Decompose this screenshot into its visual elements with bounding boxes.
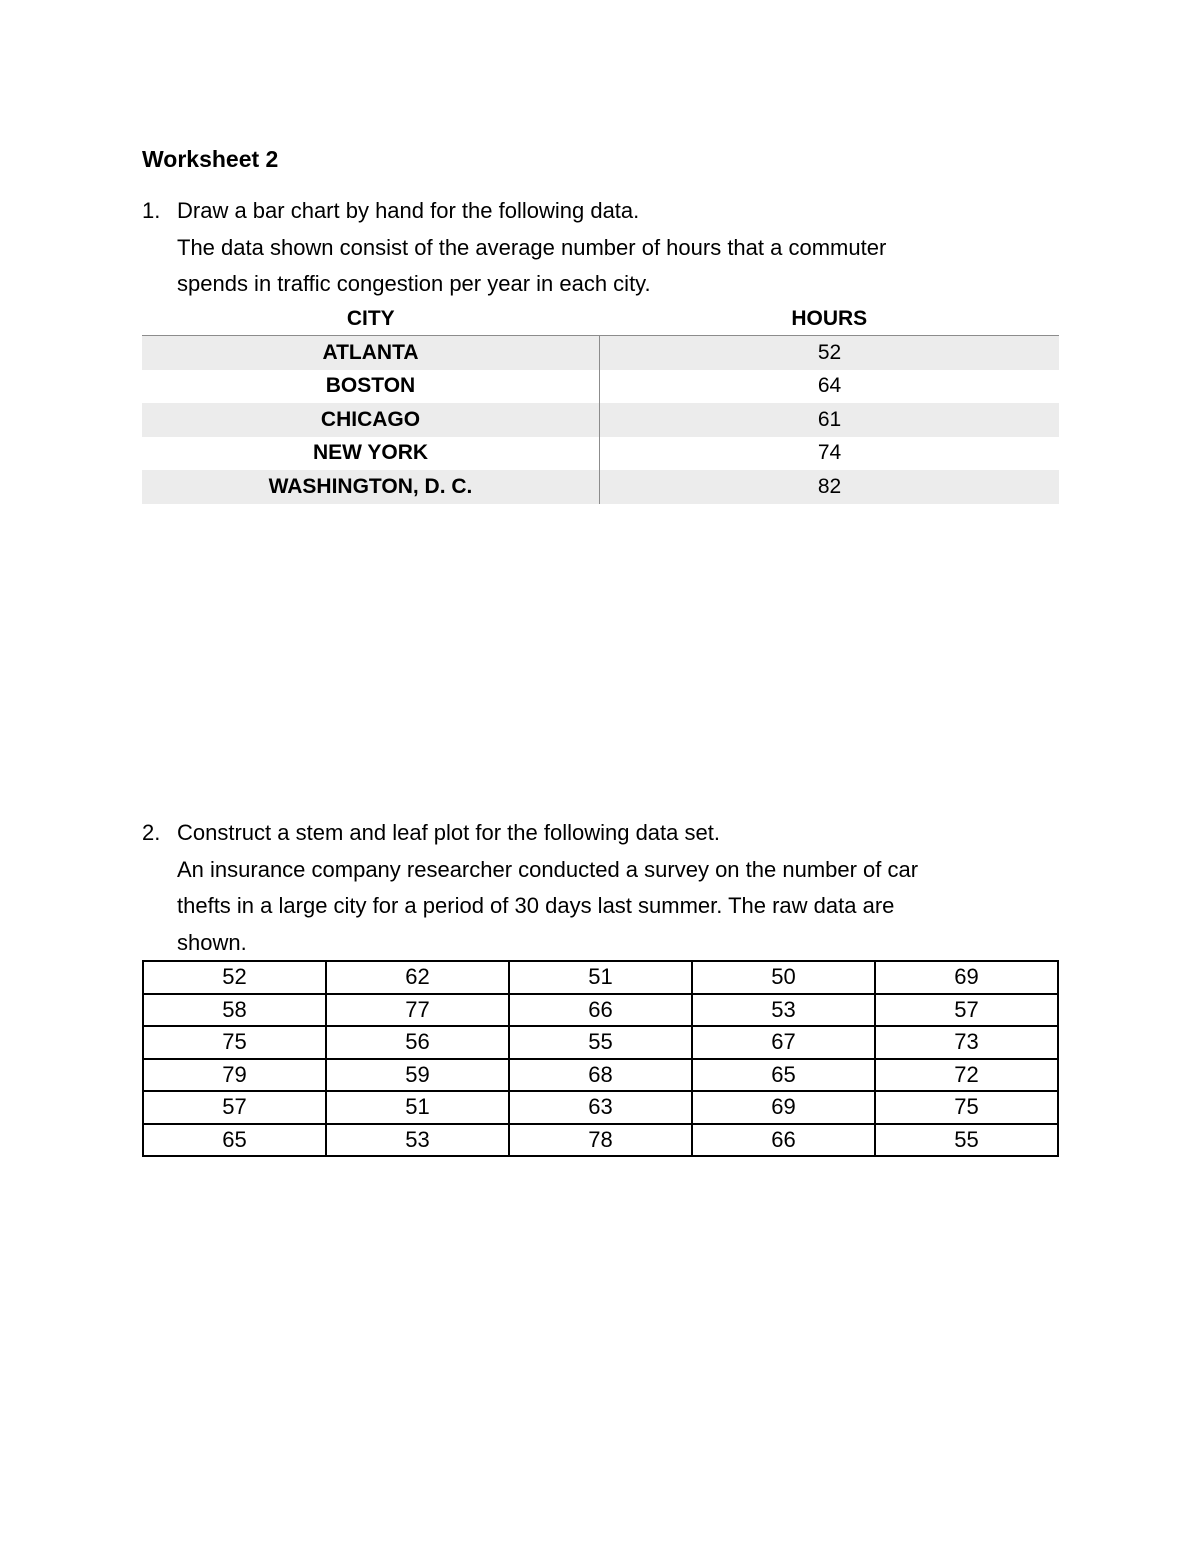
data-row	[143, 1091, 1058, 1124]
raw-data-table	[142, 960, 1059, 1157]
question-2-line: An insurance company researcher conducted a survey on the number of car	[177, 856, 919, 882]
data-row	[143, 1026, 1058, 1059]
data-cell: 57	[143, 1091, 326, 1124]
question-1	[142, 193, 1062, 303]
data-cell: 67	[692, 1026, 875, 1059]
city-cell: ATLANTA	[142, 336, 600, 370]
data-row	[143, 994, 1058, 1027]
data-cell: 57	[875, 994, 1058, 1027]
table-row	[142, 403, 1059, 437]
data-cell: 66	[509, 994, 692, 1027]
data-cell: 78	[509, 1124, 692, 1157]
data-cell: 52	[143, 961, 326, 994]
data-cell: 66	[692, 1124, 875, 1157]
data-row	[143, 961, 1058, 994]
question-2-line: thefts in a large city for a period of 30 days last summer. The raw data are	[177, 893, 895, 918]
question-1-line: The data shown consist of the average number of hours that a commuter	[177, 234, 887, 260]
data-row	[143, 1124, 1058, 1157]
table-row	[142, 470, 1059, 504]
data-cell: 59	[326, 1059, 509, 1092]
data-cell: 55	[509, 1026, 692, 1059]
data-cell: 53	[326, 1124, 509, 1157]
data-cell: 50	[692, 961, 875, 994]
table-row	[142, 370, 1059, 404]
data-cell: 63	[509, 1091, 692, 1124]
page-title: Worksheet 2	[142, 146, 279, 172]
question-1-line: Draw a bar chart by hand for the following data.	[177, 198, 640, 223]
city-cell: WASHINGTON, D. C.	[142, 470, 600, 504]
question-1-number: 1.	[142, 198, 161, 223]
data-cell: 58	[143, 994, 326, 1027]
hours-cell: 52	[600, 336, 1060, 370]
hours-cell: 64	[817, 374, 842, 398]
data-cell: 75	[143, 1026, 326, 1059]
city-column-header: CITY	[142, 302, 600, 336]
question-1-text	[177, 193, 1062, 303]
data-cell: 72	[875, 1059, 1058, 1092]
city-hours-table	[142, 302, 1059, 504]
city-cell: NEW YORK	[142, 437, 600, 471]
data-cell: 65	[692, 1059, 875, 1092]
question-2-line: shown.	[177, 929, 247, 955]
data-cell: 51	[509, 961, 692, 994]
hours-cell: 61	[600, 403, 1060, 437]
city-cell: CHICAGO	[142, 403, 600, 437]
question-2-text	[177, 815, 1062, 961]
data-cell: 65	[143, 1124, 326, 1157]
table-row	[142, 336, 1059, 370]
hours-cell: 74	[817, 441, 842, 465]
data-cell: 51	[326, 1091, 509, 1124]
data-cell: 73	[875, 1026, 1058, 1059]
question-2-number: 2.	[142, 820, 161, 845]
data-cell: 75	[875, 1091, 1058, 1124]
data-cell: 56	[326, 1026, 509, 1059]
city-cell: BOSTON	[142, 370, 600, 404]
hours-column-header: HOURS	[600, 302, 1060, 336]
data-cell: 69	[692, 1091, 875, 1124]
data-cell: 79	[143, 1059, 326, 1092]
table-header-row	[142, 302, 1059, 336]
data-cell: 53	[692, 994, 875, 1027]
data-cell: 62	[326, 961, 509, 994]
data-row	[143, 1059, 1058, 1092]
hours-cell: 82	[600, 470, 1060, 504]
table-row	[142, 437, 1059, 471]
question-1-line: spends in traffic congestion per year in each city.	[177, 271, 651, 296]
question-2-line: Construct a stem and leaf plot for the following data set.	[177, 820, 720, 845]
data-cell: 68	[509, 1059, 692, 1092]
data-cell: 55	[875, 1124, 1058, 1157]
data-cell: 69	[875, 961, 1058, 994]
question-2	[142, 815, 1062, 961]
data-cell: 77	[326, 994, 509, 1027]
